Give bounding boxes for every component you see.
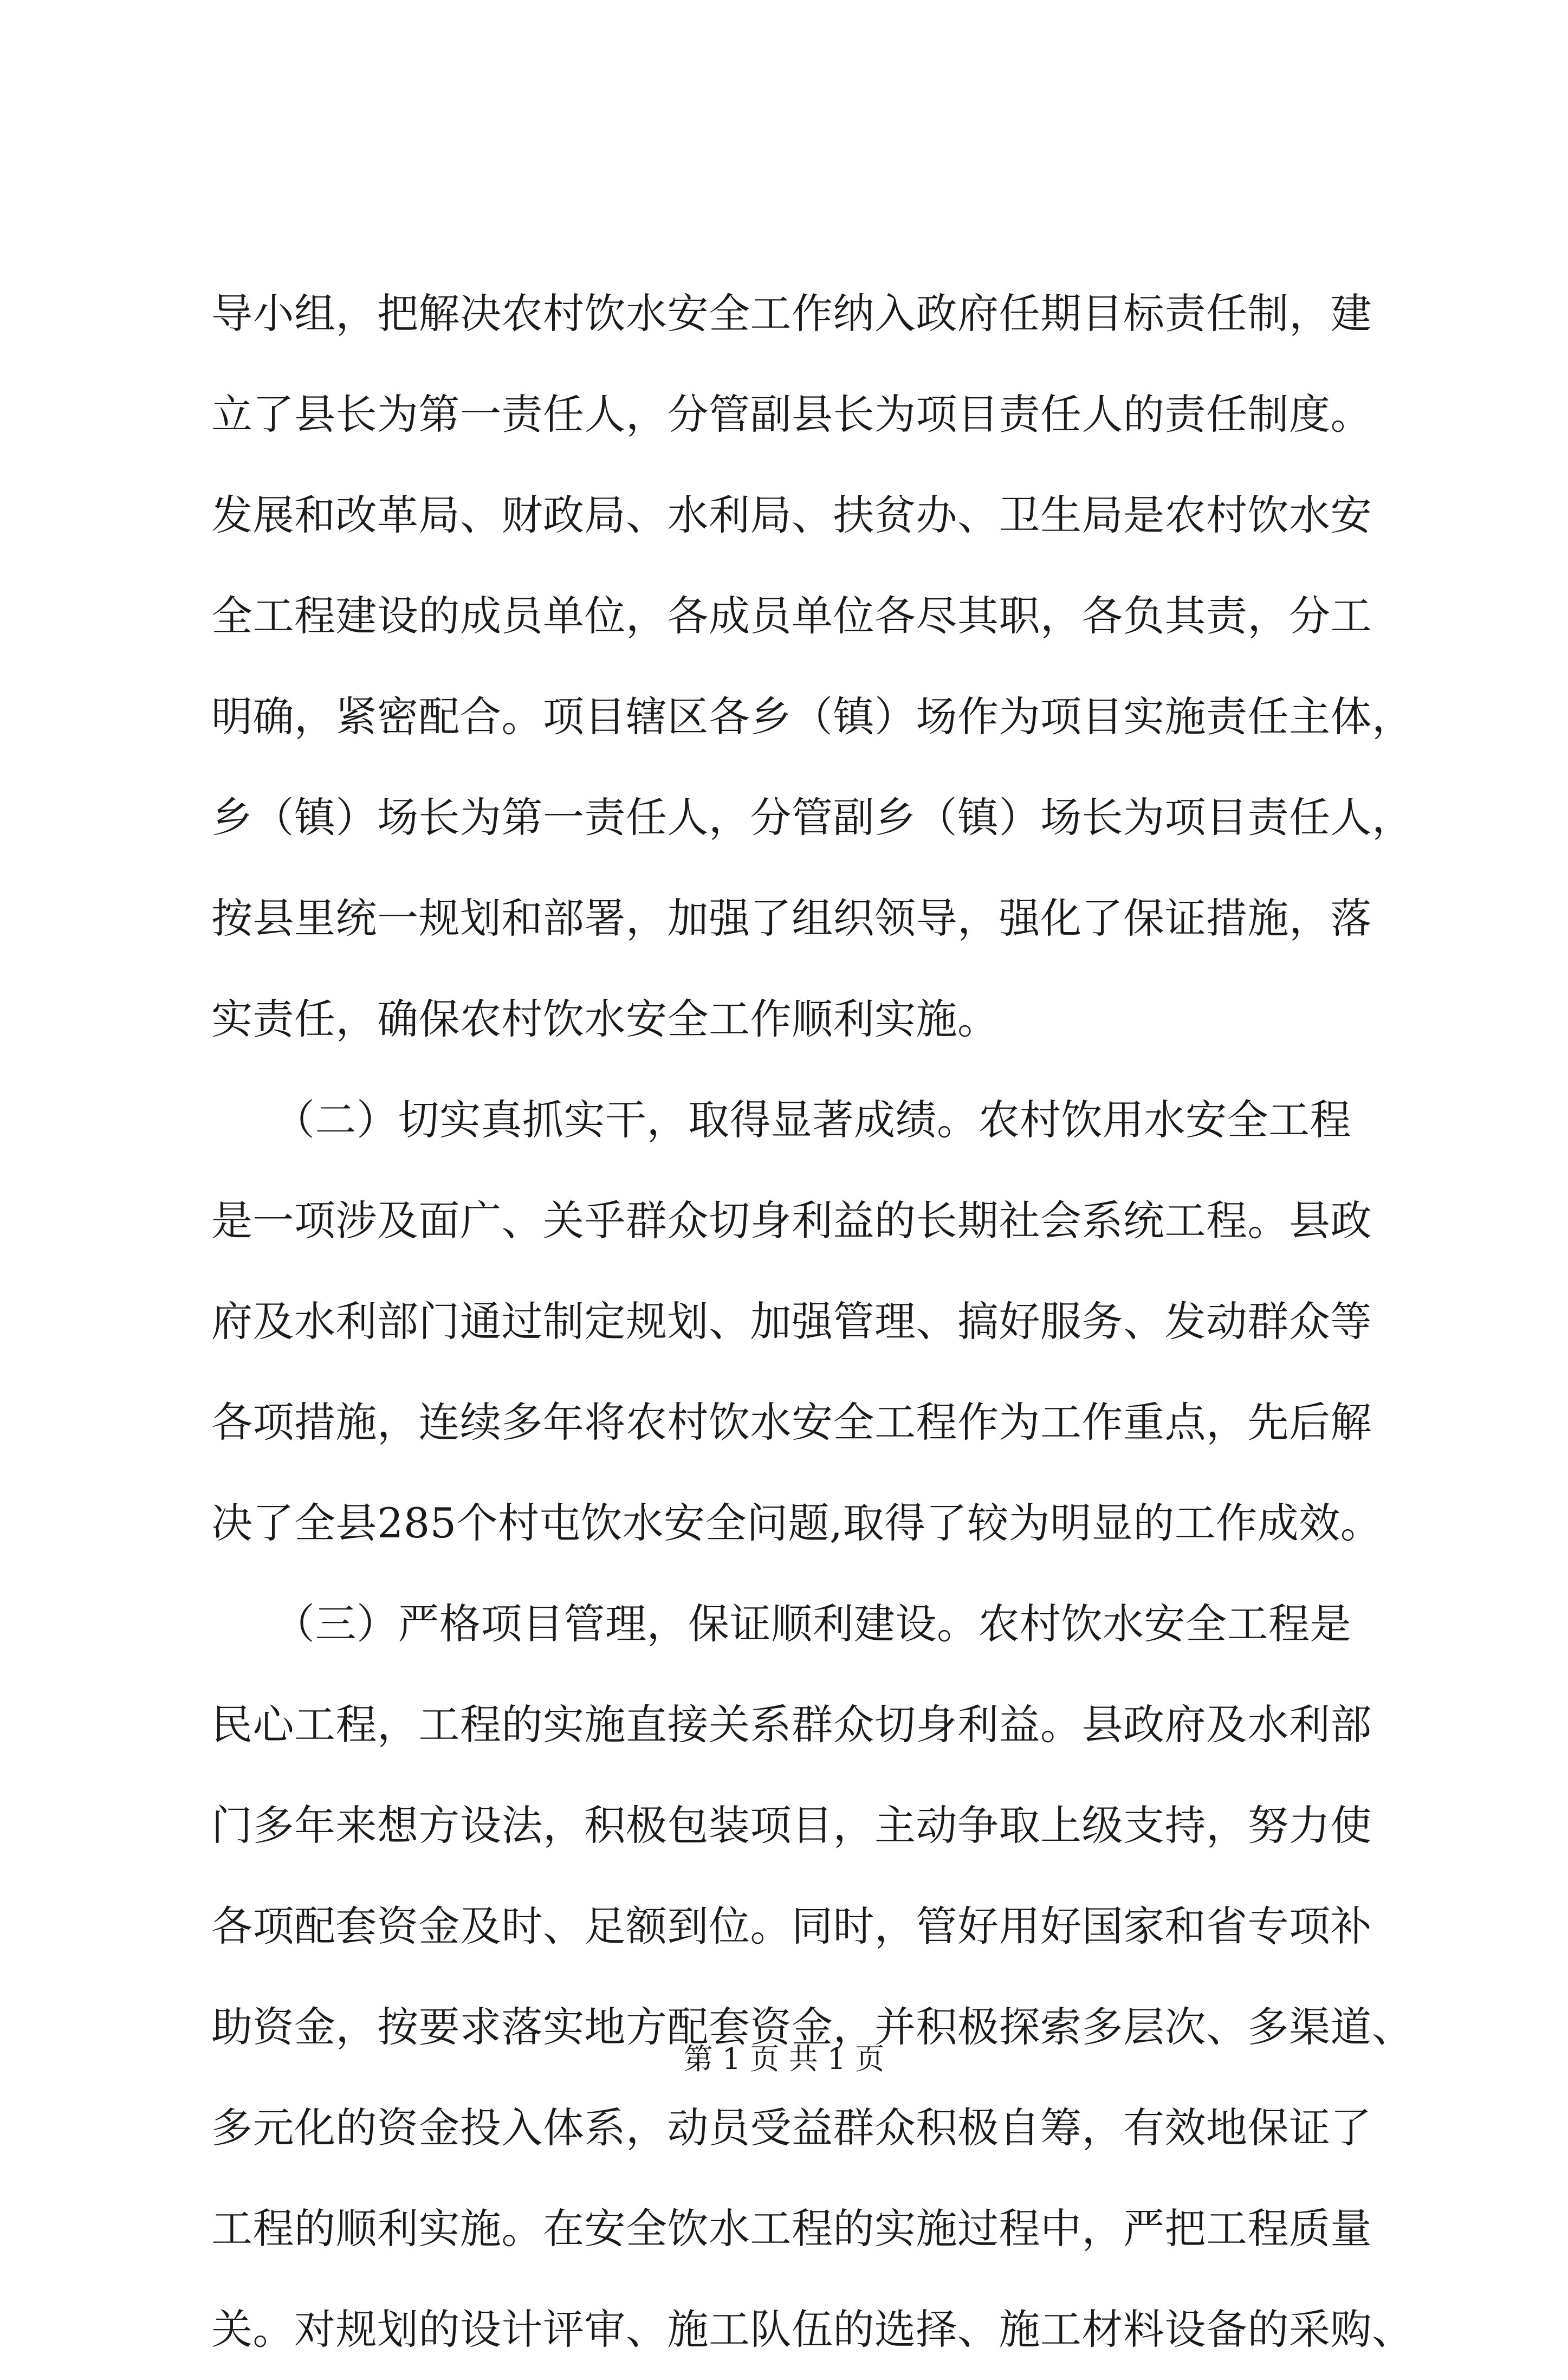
text-line: 全工程建设的成员单位，各成员单位各尽其职，各负其责，分工 xyxy=(211,592,1372,640)
text-line: 实责任，确保农村饮水安全工作顺利实施。 xyxy=(211,995,999,1043)
text-line: 各项配套资金及时、足额到位。同时，管好用好国家和省专项补 xyxy=(211,1902,1372,1950)
text-line: 关。对规划的设计评审、施工队伍的选择、施工材料设备的采购、 xyxy=(211,2305,1414,2353)
page-number: 第 1 页 共 1 页 xyxy=(683,2042,885,2076)
text-line: 明确，紧密配合。项目辖区各乡（镇）场作为项目实施责任主体， xyxy=(211,693,1414,741)
text-line: 民心工程，工程的实施直接关系群众切身利益。县政府及水利部 xyxy=(211,1700,1372,1749)
text-line: 各项措施，连续多年将农村饮水安全工程作为工作重点，先后解 xyxy=(211,1398,1372,1446)
text-line: （二）切实真抓实干，取得显著成绩。农村饮用水安全工程 xyxy=(211,1096,1351,1144)
text-line: 立了县长为第一责任人，分管副县长为项目责任人的责任制度。 xyxy=(211,390,1372,438)
text-line: 发展和改革局、财政局、水利局、扶贫办、卫生局是农村饮水安 xyxy=(211,491,1372,539)
text-line: 导小组，把解决农村饮水安全工作纳入政府任期目标责任制，建 xyxy=(211,289,1372,338)
text-line: 多元化的资金投入体系，动员受益群众积极自筹，有效地保证了 xyxy=(211,2104,1372,2152)
text-line: 助资金，按要求落实地方配套资金，并积极探索多层次、多渠道、 xyxy=(211,2003,1414,2051)
text-line: 工程的顺利实施。在安全饮水工程的实施过程中，严把工程质量 xyxy=(211,2204,1372,2253)
text-line: 乡（镇）场长为第一责任人，分管副乡（镇）场长为项目责任人， xyxy=(211,793,1414,842)
text-line: （三）严格项目管理，保证顺利建设。农村饮水安全工程是 xyxy=(211,1600,1351,1648)
text-line: 门多年来想方设法，积极包装项目，主动争取上级支持，努力使 xyxy=(211,1801,1372,1849)
text-line: 决了全县285个村屯饮水安全问题,取得了较为明显的工作成效。 xyxy=(211,1499,1382,1547)
page-footer xyxy=(0,2038,1568,2081)
text-line: 府及水利部门通过制定规划、加强管理、搞好服务、发动群众等 xyxy=(211,1297,1372,1346)
text-line: 是一项涉及面广、关乎群众切身利益的长期社会系统工程。县政 xyxy=(211,1197,1372,1245)
text-line: 按县里统一规划和部署，加强了组织领导，强化了保证措施，落 xyxy=(211,894,1372,942)
